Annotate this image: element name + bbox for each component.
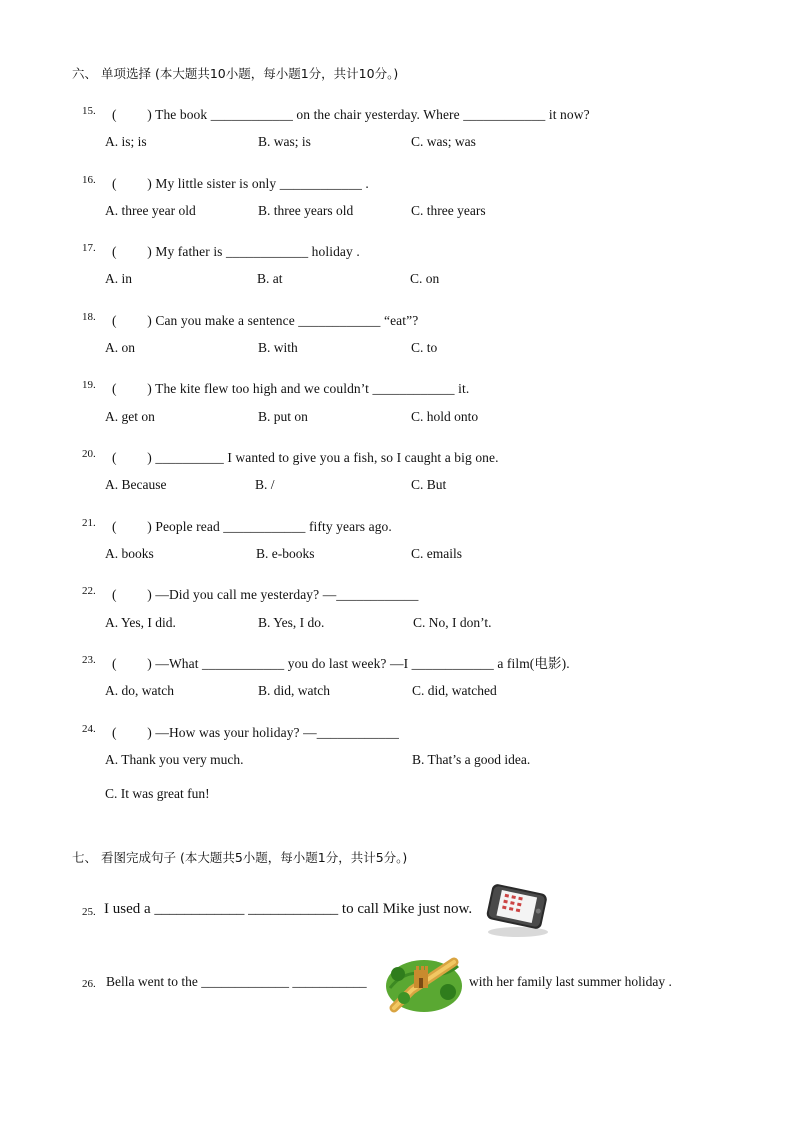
question-text: ( ) —What ____________ you do last week? —I ____________ a film(电影). [112, 656, 570, 671]
question-text: ( ) —How was your holiday? —____________ [112, 725, 399, 740]
question-text: ( ) __________ I wanted to give you a fish, so I caught a big one. [112, 450, 499, 465]
question-text-after: with her family last summer holiday . [469, 974, 672, 989]
question-text: ( ) People read ____________ fifty years ago. [112, 519, 392, 534]
question-number: 19. [82, 379, 96, 391]
option-b: B. was; is [258, 134, 311, 149]
question-text-before: Bella went to the _____________ ___________ [106, 974, 367, 989]
question-number: 25. [82, 906, 96, 918]
question-text: ( ) The kite flew too high and we couldn’t ____________ it. [112, 381, 470, 396]
section7-title: 七、 看图完成句子 (本大题共5小题，每小题1分，共计5分。) [72, 850, 408, 865]
option-c: C. did, watched [412, 683, 497, 698]
option-a: A. is; is [105, 134, 147, 149]
option-b: B. That’s a good idea. [412, 752, 531, 767]
option-a: A. in [105, 271, 132, 286]
question-text: ( ) My little sister is only ____________ . [112, 176, 369, 191]
question-text: ( ) My father is ____________ holiday . [112, 244, 360, 259]
option-b: B. did, watch [258, 683, 330, 698]
question-text: I used a ____________ ____________ to call Mike just now. [104, 901, 473, 917]
section6-title: 六、 单项选择 (本大题共10小题，每小题1分，共计10分。) [72, 66, 399, 81]
option-c: C. No, I don’t. [413, 615, 492, 630]
question-number: 21. [82, 517, 96, 529]
option-a: A. Thank you very much. [105, 752, 244, 767]
option-c: C. emails [411, 546, 462, 561]
option-b: B. three years old [258, 203, 354, 218]
option-b: B. put on [258, 409, 308, 424]
question-number: 18. [82, 311, 96, 323]
question-number: 26. [82, 978, 96, 990]
option-c: C. hold onto [411, 409, 479, 424]
option-a: A. three year old [105, 203, 196, 218]
question-number: 15. [82, 105, 96, 117]
question-text: ( ) —Did you call me yesterday? —____________ [112, 587, 419, 602]
option-b: B. / [255, 477, 275, 492]
option-a: A. do, watch [105, 683, 174, 698]
option-a: A. Because [105, 477, 167, 492]
great-wall-picture [384, 952, 464, 1014]
option-c: C. It was great fun! [105, 786, 210, 801]
option-c: C. to [411, 340, 438, 355]
question-number: 16. [82, 174, 96, 186]
option-c: C. But [411, 477, 447, 492]
mobile-phone-picture [474, 882, 554, 940]
option-b: B. e-books [256, 546, 315, 561]
question-number: 22. [82, 585, 96, 597]
question-number: 24. [82, 723, 96, 735]
option-b: B. Yes, I do. [258, 615, 325, 630]
option-b: B. at [257, 271, 283, 286]
option-a: A. books [105, 546, 154, 561]
option-c: C. three years [411, 203, 486, 218]
option-b: B. with [258, 340, 298, 355]
option-c: C. on [410, 271, 440, 286]
option-a: A. Yes, I did. [105, 615, 176, 630]
question-number: 23. [82, 654, 96, 666]
option-c: C. was; was [411, 134, 476, 149]
option-a: A. on [105, 340, 135, 355]
question-number: 20. [82, 448, 96, 460]
option-a: A. get on [105, 409, 155, 424]
question-text: ( ) Can you make a sentence ____________ “eat”? [112, 313, 419, 328]
question-text: ( ) The book ____________ on the chair yesterday. Where ____________ it now? [112, 107, 590, 122]
question-number: 17. [82, 242, 96, 254]
